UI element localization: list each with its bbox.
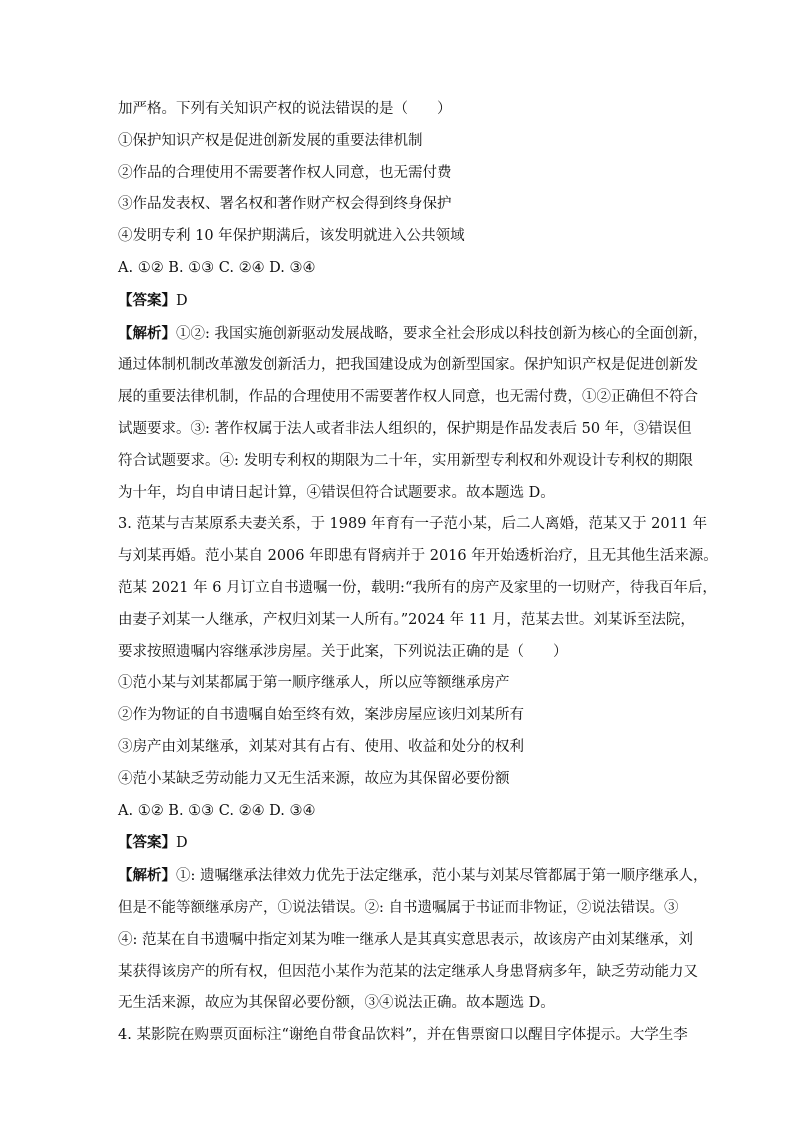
analysis-line: 通过体制机制改革激发创新活力，把我国建设成为创新型国家。保护知识产权是促进创新发 <box>118 357 698 374</box>
analysis-label: 【解析】 <box>118 324 176 342</box>
question-2-stem: 加严格。下列有关知识产权的说法错误的是（ ） <box>118 101 452 117</box>
question-2-answer <box>118 285 678 318</box>
question-2-option-2: ②作品的合理使用不需要著作权人同意，也无需付费 <box>118 164 452 181</box>
question-2-analysis <box>118 318 708 510</box>
analysis-line: ④: 范某在自书遗嘱中指定刘某为唯一继承人是其真实意思表示，故该房产由刘某继承，刘 <box>118 931 693 948</box>
analysis-line: 试题要求。③: 著作权属于法人或者非法人组织的，保护期是作品发表后 50 年，③错误但 <box>118 420 692 437</box>
stem-line: 由妻子刘某一人继承，产权归刘某一人所有。”2024 年 11 月，范某去世。刘某诉至法院， <box>118 611 695 628</box>
question-3-option-3: ③房产由刘某继承，刘某对其有占有、使用、收益和处分的权利 <box>118 738 524 755</box>
analysis-line: ①②: 我国实施创新驱动发展战略，要求全社会形成以科技创新为核心的全面创新， <box>176 325 708 342</box>
answer-label: 【答案】 <box>118 834 176 852</box>
stem-line: 范某 2021 年 6 月订立自书遗嘱一份，载明:“我所有的房产及家里的一切财产，待我百年后， <box>118 579 717 596</box>
question-2-choices: A. ①② B. ①③ C. ②④ D. ③④ <box>118 259 316 276</box>
analysis-line: ①: 遗嘱继承法律效力优先于法定继承，范小某与刘某尽管都属于第一顺序继承人， <box>176 868 708 885</box>
question-3-option-2: ②作为物证的自书遗嘱自始至终有效，案涉房屋应该归刘某所有 <box>118 707 524 724</box>
analysis-line: 但是不能等额继承房产，①说法错误。②: 自书遗嘱属于书证而非物证，②说法错误。③ <box>118 899 679 916</box>
analysis-label: 【解析】 <box>118 867 176 885</box>
question-2-option-1: ①保护知识产权是促进创新发展的重要法律机制 <box>118 132 423 149</box>
answer-value: D <box>176 292 188 309</box>
question-3-analysis <box>118 860 708 1020</box>
answer-value: D <box>176 835 188 852</box>
analysis-line: 展的重要法律机制，作品的合理使用不需要著作权人同意，也无需付费，①②正确但不符合 <box>118 389 698 406</box>
question-3-option-1: ①范小某与刘某都属于第一顺序继承人，所以应等额继承房产 <box>118 675 510 692</box>
question-4-stem: 4. 某影院在购票页面标注“谢绝自带食品饮料”，并在售票窗口以醒目字体提示。大学生李 <box>118 1027 688 1044</box>
question-2-option-3: ③作品发表权、署名权和著作财产权会得到终身保护 <box>118 196 452 213</box>
question-3-answer <box>118 827 678 860</box>
stem-line: 3. 范某与吉某原系夫妻关系，于 1989 年育有一子范小某，后二人离婚，范某又于 2011 年 <box>118 516 708 533</box>
analysis-line: 为十年，均自申请日起计算，④错误但符合试题要求。故本题选 D。 <box>118 484 555 501</box>
question-3-stem <box>118 509 718 668</box>
question-3-option-4: ④范小某缺乏劳动能力又无生活来源，故应为其保留必要份额 <box>118 770 510 787</box>
document-page <box>118 94 718 1052</box>
question-3-choices: A. ①② B. ①③ C. ②④ D. ③④ <box>118 802 316 819</box>
stem-line: 与刘某再婚。范小某自 2006 年即患有肾病并于 2016 年开始透析治疗，且无其他生活来源。 <box>118 548 718 565</box>
analysis-line: 某获得该房产的所有权，但因范小某作为范某的法定继承人身患肾病多年，缺乏劳动能力又 <box>118 963 698 980</box>
analysis-line: 无生活来源，故应为其保留必要份额，③④说法正确。故本题选 D。 <box>118 995 555 1012</box>
stem-line: 要求按照遗嘱内容继承涉房屋。关于此案，下列说法正确的是（ ） <box>118 643 568 660</box>
analysis-line: 符合试题要求。④: 发明专利权的期限为二十年，实用新型专利权和外观设计专利权的期限 <box>118 452 693 469</box>
answer-label: 【答案】 <box>118 291 176 309</box>
question-2-option-4: ④发明专利 10 年保护期满后，该发明就进入公共领域 <box>118 228 465 245</box>
